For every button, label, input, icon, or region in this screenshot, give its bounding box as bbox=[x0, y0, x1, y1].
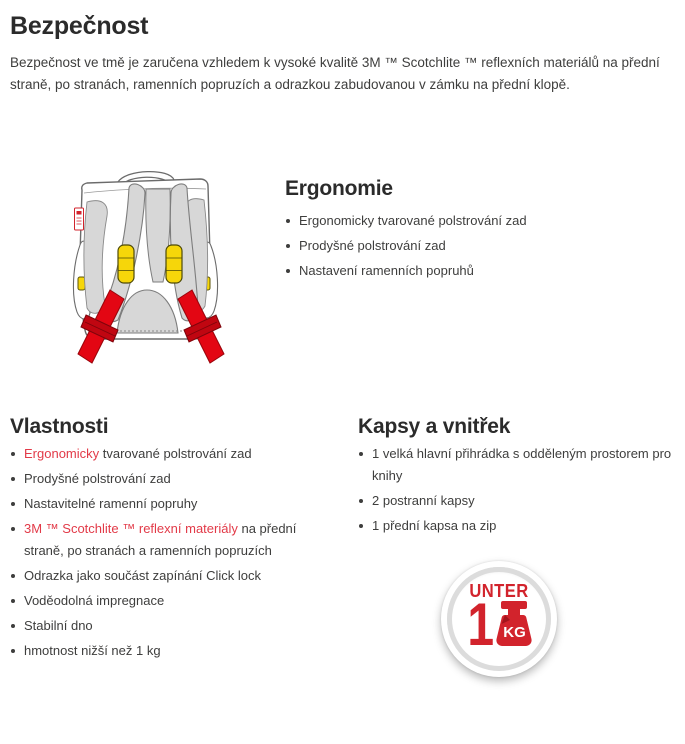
list-item: Nastavení ramenních popruhů bbox=[285, 260, 645, 282]
list-item: 1 přední kapsa na zip bbox=[358, 515, 683, 537]
list-item: Ergonomicky tvarované polstrování zad bbox=[10, 443, 332, 465]
ergonomics-list bbox=[285, 210, 645, 285]
list-item: hmotnost nižší než 1 kg bbox=[10, 640, 332, 662]
backpack-illustration bbox=[70, 160, 230, 370]
strap-pad-left bbox=[118, 245, 134, 283]
features-list bbox=[10, 443, 332, 665]
weight-badge bbox=[441, 561, 557, 677]
section-title-pockets: Kapsy a vnitřek bbox=[358, 415, 511, 438]
side-reflector-left bbox=[78, 277, 85, 290]
safety-paragraph: Bezpečnost ve tmě je zaručena vzhledem k vysoké kvalitě 3M ™ Scotchlite ™ reflexních materiálů na přední straně, po stranách, ramenních popruzích a odrazkou zabudovanou v zámku na přední klopě. bbox=[10, 55, 660, 92]
section-title-features: Vlastnosti bbox=[10, 415, 109, 438]
badge-number: 1 bbox=[467, 591, 494, 658]
list-item: Prodyšné polstrování zad bbox=[285, 235, 645, 257]
list-item: 3M ™ Scotchlite ™ reflexní materiály na přední straně, po stranách a ramenních popruzích bbox=[10, 518, 332, 562]
badge-text-unter: UNTER bbox=[469, 581, 529, 601]
weight-icon bbox=[494, 600, 534, 650]
brand-tag-icon bbox=[75, 208, 84, 230]
list-item: Prodyšné polstrování zad bbox=[10, 468, 332, 490]
list-item: Odrazka jako součást zapínání Click lock bbox=[10, 565, 332, 587]
section-title-safety: Bezpečnost bbox=[10, 12, 149, 40]
link-ergonomicky[interactable]: Ergonomicky bbox=[24, 446, 100, 461]
badge-unit: KG bbox=[503, 624, 526, 641]
list-item: Stabilní dno bbox=[10, 615, 332, 637]
list-item: 1 velká hlavní přihrádka s odděleným prostorem pro knihy bbox=[358, 443, 683, 487]
list-item: 2 postranní kapsy bbox=[358, 490, 683, 512]
section-title-ergonomics: Ergonomie bbox=[285, 177, 393, 200]
list-item: Ergonomicky tvarované polstrování zad bbox=[285, 210, 645, 232]
strap-pad-right bbox=[166, 245, 182, 283]
list-item: Nastavitelné ramenní popruhy bbox=[10, 493, 332, 515]
pockets-list bbox=[358, 443, 683, 540]
list-item: Voděodolná impregnace bbox=[10, 590, 332, 612]
link-scotchlite[interactable]: 3M ™ Scotchlite ™ reflexní materiály bbox=[24, 521, 238, 536]
